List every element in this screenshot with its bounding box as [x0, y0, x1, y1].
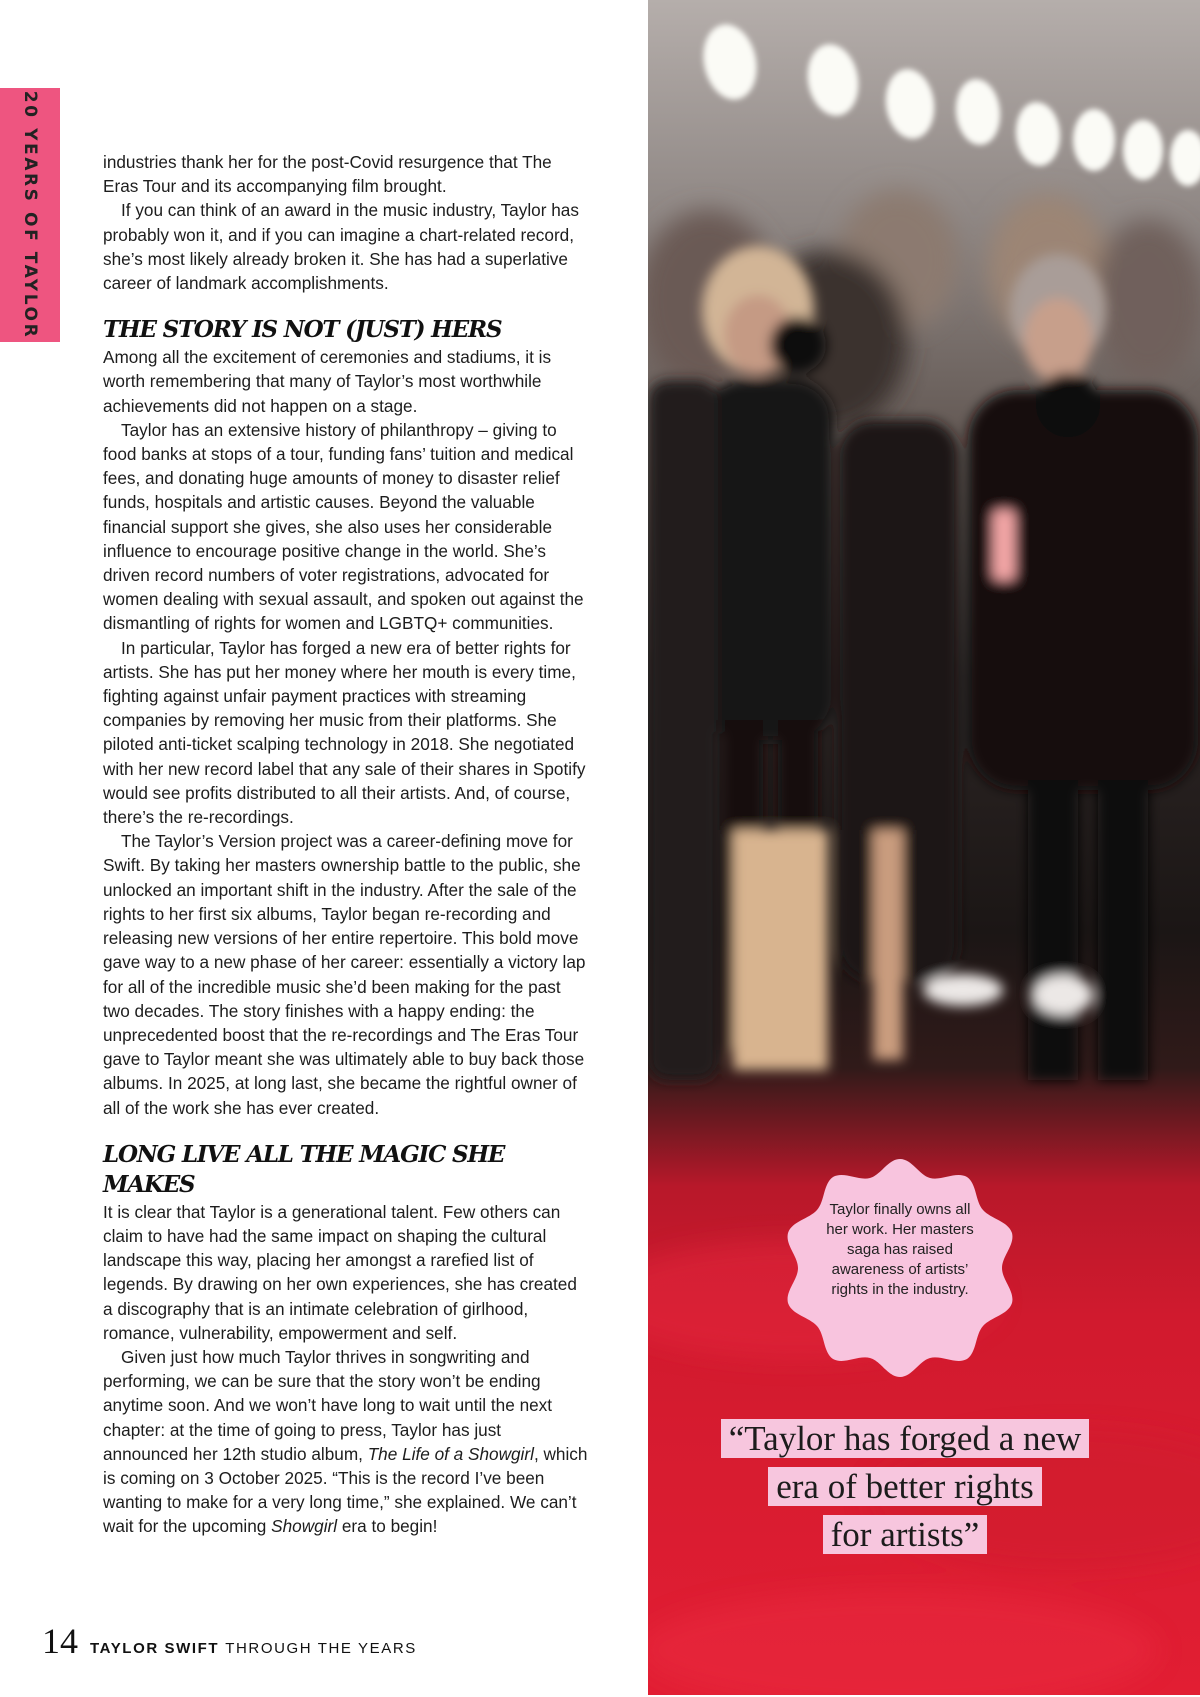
pull-quote-line [700, 1463, 1110, 1511]
text-run: , which is coming on 3 October 2025. “This is the record I’ve been wanting to make for a very long time,” she explained. We can’t wait for the upcoming [103, 1443, 588, 1537]
page-footer [42, 1620, 417, 1660]
pull-quote-text: “Taylor has forged a new [721, 1419, 1090, 1458]
article-paragraph: Taylor has an extensive history of philanthropy – giving to food banks at stops of a tour, funding fans’ tuition and medical fees, and donating huge amounts of money to disaster relief funds, hospitals and artistic causes. Beyond the valuable financial support she gives, she also uses her considerable influence to encourage positive change in the world. She’s driven record numbers of voter registrations, advocated for women dealing with sexual assault, and spoken out against the dismantling of rights for women and LGBTQ+ communities. [103, 419, 584, 634]
info-badge [785, 1155, 1015, 1385]
article-paragraph: Among all the excitement of ceremonies and stadiums, it is worth remembering that many of Taylor’s most worthwhile achievements did not happen on a stage. [103, 347, 552, 416]
badge-text: Taylor finally owns all her work. Her masters saga has raised awareness of artists’ rights in the industry. [826, 1201, 974, 1298]
page-number: 14 [42, 1621, 78, 1661]
footer-brand: TAYLOR SWIFT [90, 1640, 220, 1657]
section-heading-story: THE STORY IS NOT (JUST) HERS [103, 316, 502, 344]
text-run: era to begin! [337, 1516, 438, 1537]
intro-paragraph: industries thank her for the post-Covid resurgence that The Eras Tour and its accompanying film brought. [103, 152, 552, 197]
footer-subtitle: THROUGH THE YEARS [225, 1640, 417, 1657]
section-heading-magic: LONG LIVE ALL THE MAGIC SHE MAKES [103, 1140, 505, 1198]
article-paragraph-final [103, 1345, 590, 1539]
article-paragraph: It is clear that Taylor is a generational talent. Few others can claim to have had the same impact on shaping the cultural landscape this way, placing her amongst a rarefied list of legends. By drawing on her own experiences, she has created a discography that is an intimate celebration of girlhood, romance, vulnerability, empowerment and self. [103, 1201, 577, 1343]
side-tab-label: 20 YEARS OF TAYLOR [20, 90, 40, 340]
pull-quote-line [700, 1415, 1110, 1463]
pull-quote-text: for artists” [823, 1515, 988, 1554]
article-paragraph: In particular, Taylor has forged a new era of better rights for artists. She has put her money where her mouth is every time, fighting against unfair payment practices with streaming companies by removing her music from their platforms. She piloted anti-ticket scalping technology in 2018. She negotiated with her new record label that any sale of their shares in Spotify would see profits distributed to all their artists. And, of course, there’s the re-recordings. [103, 637, 586, 828]
intro-paragraph: If you can think of an award in the music industry, Taylor has probably won it, and if you can imagine a chart-related record, she’s most likely already broken it. She has had a superlative career of landmark accomplishments. [103, 200, 579, 294]
pull-quote [700, 1415, 1110, 1559]
album-title: The Life of a Showgirl [367, 1443, 534, 1464]
ceiling-lights [697, 19, 1200, 186]
pull-quote-text: era of better rights [768, 1467, 1042, 1506]
text-run: Given just how much Taylor thrives in songwriting and performing, we can be sure that the story won’t be ending anytime soon. And we won’t have long to wait until the next chapter: at the time of going to press, Taylor has just announced her 12th studio album, [103, 1346, 553, 1464]
article-paragraph: The Taylor’s Version project was a career-defining move for Swift. By taking her masters ownership battle to the public, she unlocked an important shift in the industry. After the sale of the rights to her first six albums, Taylor began re-recording and releasing new versions of her entire repertoire. This bold move gave way to a new phase of her career: essentially a victory lap for all of the incredible music she’d been making for the past two decades. The story finishes with a happy ending: the unprecedented boost that the re-recordings and The Eras Tour gave to Taylor meant she was ultimately able to buy back those albums. In 2025, at long last, she became the rightful owner of all of the work she has ever created. [103, 831, 586, 1118]
era-name: Showgirl [271, 1516, 338, 1537]
article-body [103, 150, 590, 1539]
pull-quote-line [700, 1511, 1110, 1559]
